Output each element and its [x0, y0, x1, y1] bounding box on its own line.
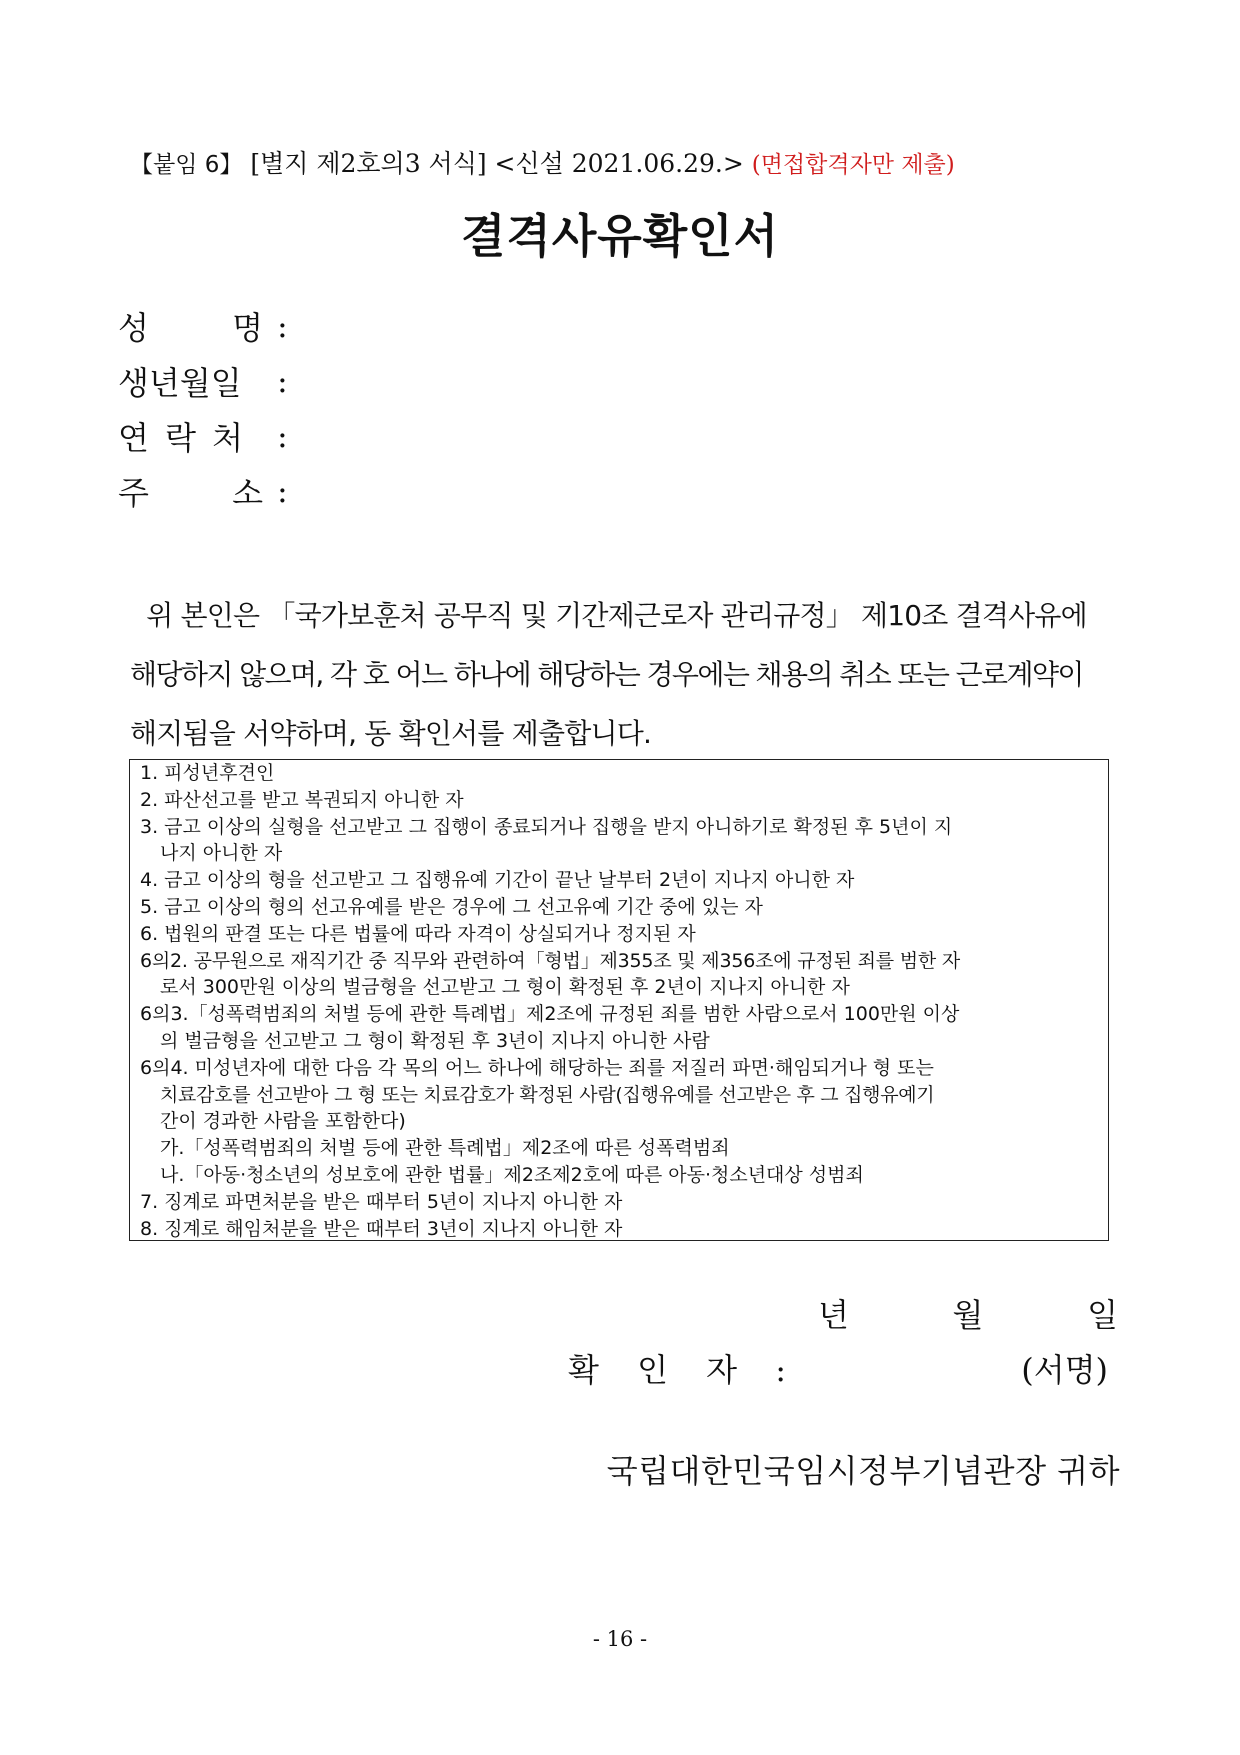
field-contact: 연 락 처 : — [118, 413, 288, 459]
statement-line: 위 본인은 「국가보훈처 공무직 및 기간제근로자 관리규정」 제10조 결격사유에 — [130, 599, 1087, 632]
list-item: 8. 징계로 해임처분을 받은 때부터 3년이 지나지 아니한 자 — [140, 1217, 623, 1240]
form-reference: [별지 제2호의3 서식] <신설 2021.06.29.> — [250, 149, 744, 178]
page-number: - 16 - — [592, 1627, 648, 1651]
field-name-label: 성 명 — [118, 309, 263, 347]
list-item: 나지 아니한 자 — [160, 842, 283, 865]
list-item: 5. 금고 이상의 형의 선고유예를 받은 경우에 그 선고유예 기간 중에 있는 자 — [140, 895, 763, 918]
list-item: 가.「성폭력범죄의 처벌 등에 관한 특례법」제2조에 따른 성폭력범죄 — [160, 1137, 730, 1160]
field-address: 주 소 : — [118, 468, 288, 514]
list-item: 6의2. 공무원으로 재직기간 중 직무와 관련하여「형법」제355조 및 제356조에 규정된 죄를 범한 자 — [140, 949, 961, 972]
list-item: 의 벌금형을 선고받고 그 형이 확정된 후 3년이 지나지 아니한 사람 — [160, 1029, 710, 1052]
list-item: 7. 징계로 파면처분을 받은 때부터 5년이 지나지 아니한 자 — [140, 1190, 623, 1213]
list-item: 치료감호를 선고받아 그 형 또는 치료감호가 확정된 사람(집행유예를 선고받은 후 그 집행유예기 — [160, 1083, 935, 1106]
date-line — [818, 1290, 1118, 1336]
disqualification-list — [129, 759, 1109, 1241]
document-title: 결격사유확인서 — [460, 209, 780, 263]
day-label: 일 — [1087, 1296, 1118, 1334]
statement-line: 해당하지 않으며, 각 호 어느 하나에 해당하는 경우에는 채용의 취소 또는 근로계약이 — [130, 658, 1083, 691]
field-contact-label: 연 락 처 — [118, 419, 247, 457]
confirmer-label: 확 인 자 : — [568, 1351, 801, 1389]
signature-line — [568, 1345, 1108, 1391]
list-item: 6의4. 미성년자에 대한 다음 각 목의 어느 하나에 해당하는 죄를 저질러 파면·해임되거나 형 또는 — [140, 1056, 934, 1079]
list-item: 간이 경과한 사람을 포함한다) — [160, 1110, 406, 1133]
year-label: 년 — [818, 1296, 849, 1334]
statement-line: 해지됨을 서약하며, 동 확인서를 제출합니다. — [130, 717, 652, 750]
addressee: 국립대한민국임시정부기념관장 귀하 — [606, 1452, 1120, 1490]
list-item: 4. 금고 이상의 형을 선고받고 그 집행유예 기간이 끝난 날부터 2년이 지나지 아니한 자 — [140, 869, 855, 892]
signature-placeholder: (서명) — [1021, 1351, 1108, 1389]
list-item: 6. 법원의 판결 또는 다른 법률에 따라 자격이 상실되거나 정지된 자 — [140, 922, 696, 945]
form-header — [130, 144, 1130, 180]
field-birthdate: 생년월일 : — [118, 358, 288, 404]
list-item: 로서 300만원 이상의 벌금형을 선고받고 그 형이 확정된 후 2년이 지나지 아니한 자 — [160, 976, 850, 999]
list-item: 3. 금고 이상의 실형을 선고받고 그 집행이 종료되거나 집행을 받지 아니하기로 확정된 후 5년이 지 — [140, 815, 953, 838]
field-name: 성 명 : — [118, 303, 288, 349]
list-item: 6의3.「성폭력범죄의 처벌 등에 관한 특례법」제2조에 규정된 죄를 범한 사람으로서 100만원 이상 — [140, 1003, 960, 1026]
field-birthdate-label: 생년월일 — [118, 364, 242, 402]
list-item: 2. 파산선고를 받고 복권되지 아니한 자 — [140, 788, 464, 811]
field-address-label: 주 소 — [118, 474, 263, 512]
month-label: 월 — [952, 1296, 984, 1334]
attachment-tag: 【붙임 6】 — [130, 152, 243, 178]
list-item: 나.「아동·청소년의 성보호에 관한 법률」제2조제2호에 따른 아동·청소년대상 성범죄 — [160, 1163, 864, 1186]
list-item: 1. 피성년후견인 — [140, 762, 275, 784]
submission-note: (면접합격자만 제출) — [751, 152, 955, 178]
pledge-statement — [130, 586, 1120, 763]
